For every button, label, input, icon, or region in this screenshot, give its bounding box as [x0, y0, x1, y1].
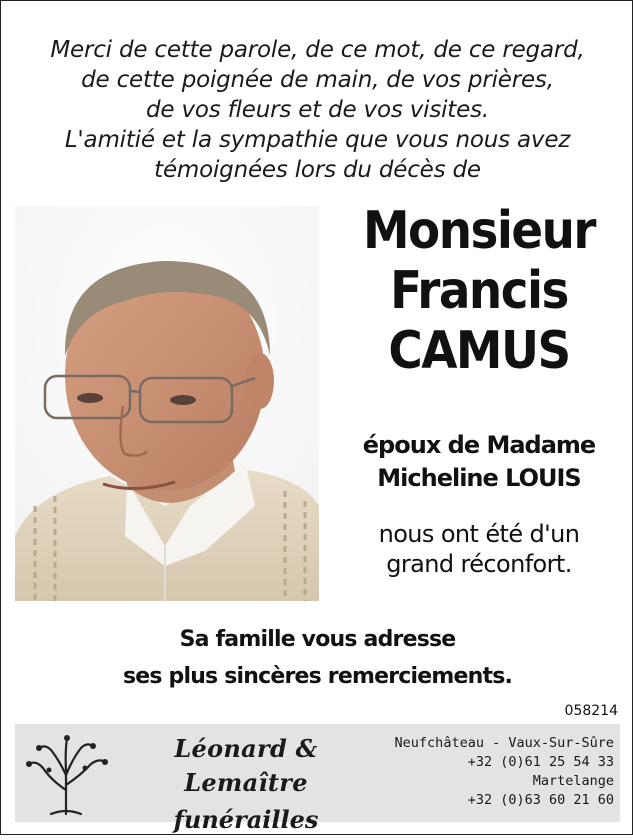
funeral-home-banner	[15, 724, 620, 834]
contact-location: Martelange	[532, 773, 614, 789]
funeral-home-contact	[384, 734, 614, 810]
intro-line: de vos fleurs et de vos visites.	[146, 97, 489, 123]
tree-icon	[21, 730, 111, 816]
funeral-home-title: Léonard & Lemaître	[174, 734, 318, 797]
funeral-home-subtitle: funérailles	[173, 805, 319, 834]
deceased-title: Monsieur	[362, 201, 596, 261]
intro-line: L'amitié et la sympathie que vous nous avez	[64, 127, 571, 153]
deceased-last-name: CAMUS	[388, 321, 570, 381]
thanks-line: Sa famille vous adresse	[179, 627, 456, 652]
intro-line: témoignées lors du décès de	[154, 157, 481, 183]
thanks-line: ses plus sincères remerciements.	[122, 664, 513, 689]
thanks-text	[21, 621, 614, 695]
comfort-text	[341, 519, 617, 579]
spouse-line: Micheline LOUIS	[377, 464, 581, 492]
deceased-name	[341, 201, 617, 381]
contact-location: Neufchâteau - Vaux-Sur-Sûre	[394, 735, 614, 751]
deceased-first-name: Francis	[390, 261, 568, 321]
intro-text	[21, 35, 614, 185]
contact-phone: +32 (0)63 60 21 60	[467, 792, 614, 808]
intro-line: Merci de cette parole, de ce mot, de ce regard,	[50, 37, 585, 63]
funeral-home-name	[111, 732, 381, 840]
intro-line: de cette poignée de main, de vos prières,	[81, 67, 554, 93]
contact-phone: +32 (0)61 25 54 33	[467, 754, 614, 770]
comfort-line: nous ont été d'un	[378, 520, 580, 548]
comfort-line: grand réconfort.	[386, 550, 572, 578]
reference-number: 058214	[564, 703, 618, 719]
spouse-line: époux de Madame	[362, 431, 596, 459]
spouse-text	[341, 429, 617, 495]
portrait-photo	[15, 206, 319, 601]
